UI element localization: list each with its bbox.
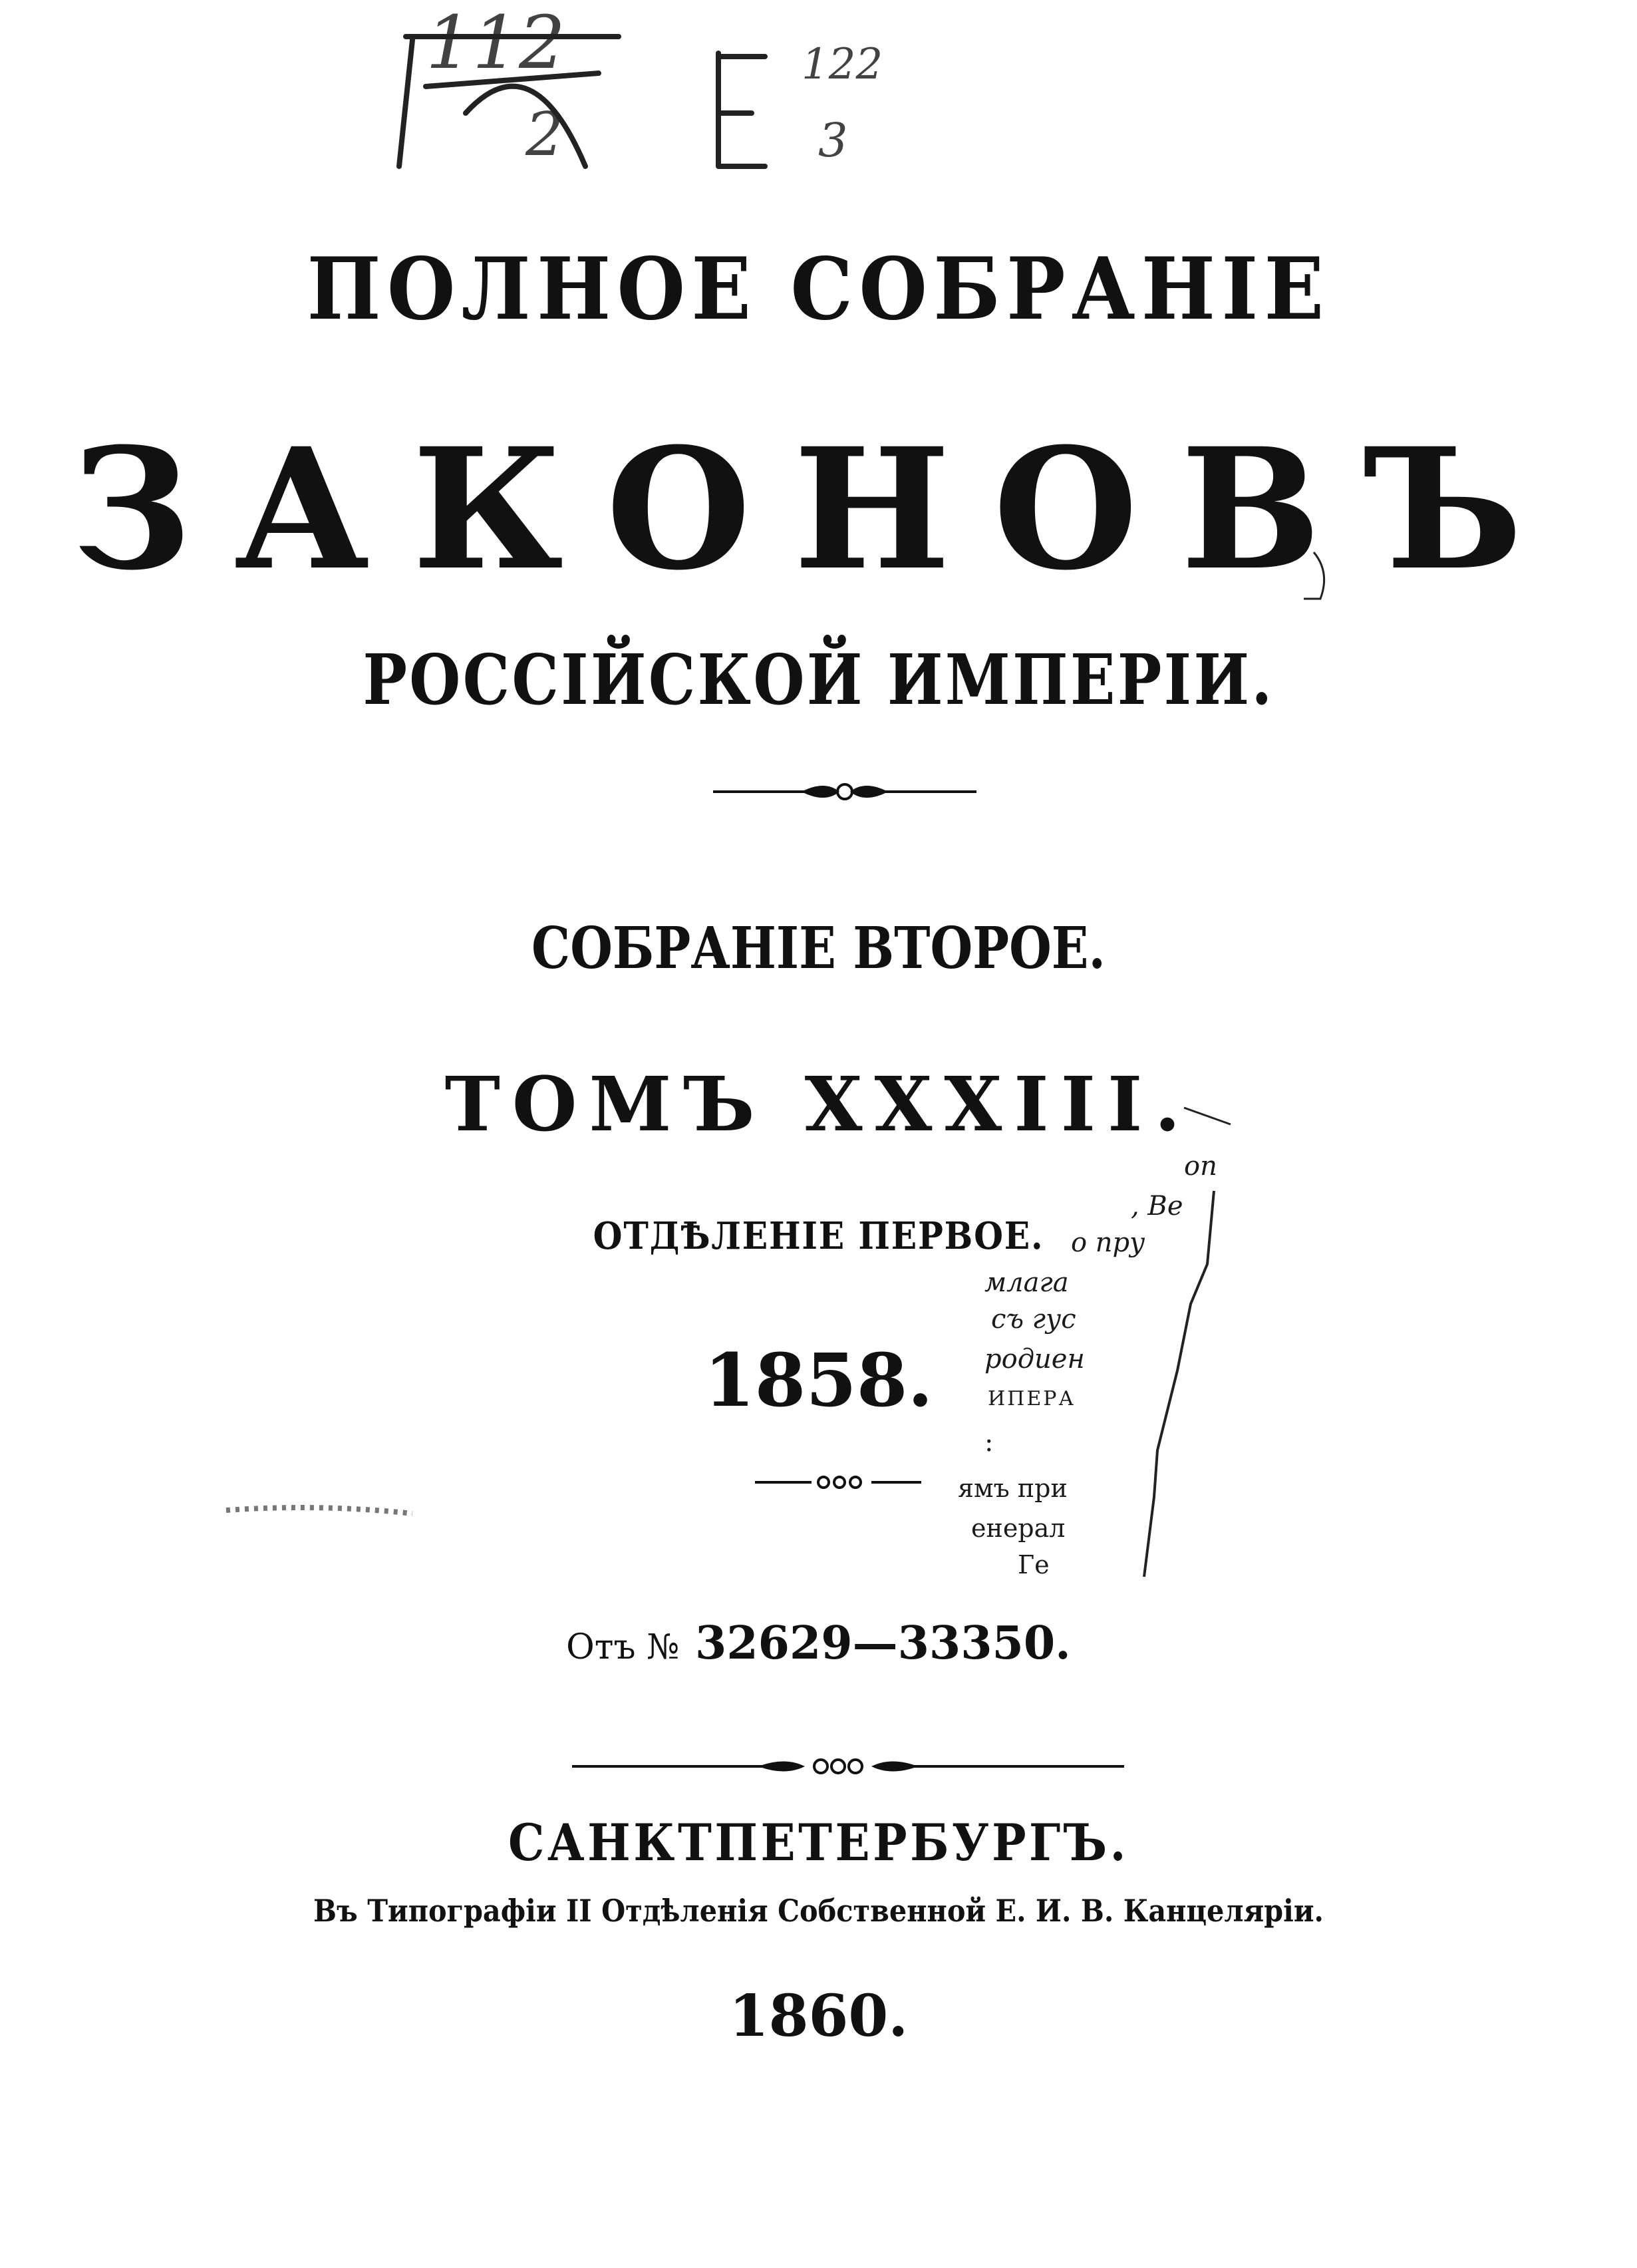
volume-label: ТОМЪ XXXIII. [444,1061,1193,1148]
bleed-line-8: : [984,1427,994,1458]
range-numbers: 32629—33350. [695,1617,1071,1670]
imprint-press: Въ Типографіи II Отдѣленія Собственной Е. И. В. Канцеляріи. [313,1893,1324,1929]
imprint-year: 1860. [728,1983,909,2050]
bleed-line-1: оп [1184,1151,1217,1182]
title-line-1: ПОЛНОЕ СОБРАНІЕ [307,240,1330,339]
bleed-line-11: Ге [1018,1550,1050,1579]
bleed-line-2: , Ве [1131,1191,1183,1221]
bleed-line-5: съ гус [991,1304,1076,1335]
bleed-line-9: ямъ при [958,1474,1068,1503]
bleed-line-4: млага [984,1267,1069,1298]
shelfmark-right-top-text: 122 [802,40,883,89]
law-year: 1858. [704,1337,933,1423]
title-line-2: ЗАКОНОВЪ [71,411,1566,607]
bleed-line-10: енерал [971,1514,1066,1543]
bleed-line-6: родиен [984,1344,1085,1375]
title-line-3: РОССІЙСКОЙ ИМПЕРІИ. [363,639,1274,721]
shelfmark-left: 112 [426,0,565,85]
section-label: ОТДѢЛЕНІЕ ПЕРВОЕ. [593,1214,1044,1258]
collection-label: СОБРАНІЕ ВТОРОЕ. [531,915,1106,982]
range-prefix: Отъ № [566,1627,680,1667]
shelfmark-right-bottom-text: 3 [818,113,848,168]
bleed-line-3: о пру [1071,1227,1145,1258]
bleed-line-7: ИПЕРА [988,1387,1076,1410]
shelfmark-left-lower: 2 [525,100,564,170]
imprint-city: САНКТПЕТЕРБУРГЪ. [508,1813,1129,1872]
